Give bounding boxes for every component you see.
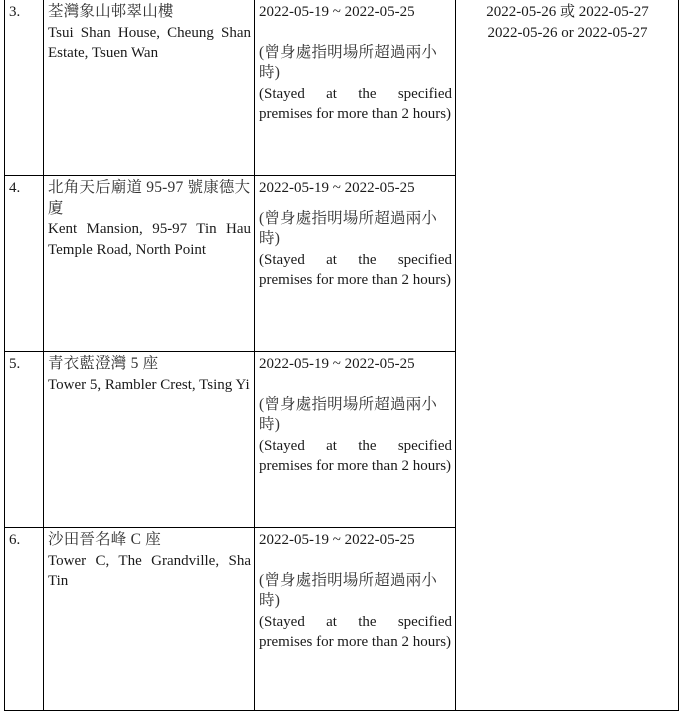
- row-number: 4.: [5, 176, 44, 352]
- premises-cell: [44, 0, 255, 176]
- premises-cell: [44, 176, 255, 352]
- stay-note-zh: (曾身處指明場所超過兩小時): [259, 43, 438, 81]
- premises-name-zh: 荃灣象山邨翠山樓: [48, 3, 174, 20]
- premises-name-zh: 北角天后廟道 95-97 號康德大廈: [48, 179, 251, 217]
- stay-note-zh: (曾身處指明場所超過兩小時): [259, 209, 438, 247]
- stay-note-en: (Stayed at the specified premises for more than 2 hours): [259, 437, 452, 474]
- premises-name-en: Tower 5, Rambler Crest, Tsing Yi: [48, 376, 250, 393]
- premises-name-en: Tsui Shan House, Cheung Shan Estate, Tsuen Wan: [48, 24, 251, 61]
- row-number: 3.: [5, 0, 44, 176]
- date-range: 2022-05-19 ~ 2022-05-25: [259, 4, 415, 20]
- date-range: 2022-05-19 ~ 2022-05-25: [259, 356, 415, 372]
- premises-name-en: Kent Mansion, 95-97 Tin Hau Temple Road, North Point: [48, 221, 251, 258]
- test-dates-zh: 2022-05-26 或 2022-05-27: [486, 4, 649, 20]
- stay-period-cell: [255, 528, 456, 711]
- row-number: 5.: [5, 352, 44, 528]
- stay-note-zh: (曾身處指明場所超過兩小時): [259, 571, 438, 609]
- premises-name-zh: 沙田晉名峰 C 座: [48, 531, 161, 548]
- date-range: 2022-05-19 ~ 2022-05-25: [259, 180, 415, 196]
- compulsory-test-dates-cell: [456, 0, 679, 711]
- table-row: [5, 0, 679, 176]
- date-range: 2022-05-19 ~ 2022-05-25: [259, 532, 415, 548]
- stay-period-cell: [255, 0, 456, 176]
- stay-note-zh: (曾身處指明場所超過兩小時): [259, 395, 438, 433]
- premises-name-en: Tower C, The Grandville, Sha Tin: [48, 552, 251, 589]
- premises-cell: [44, 352, 255, 528]
- stay-period-cell: [255, 352, 456, 528]
- stay-note-en: (Stayed at the specified premises for more than 2 hours): [259, 85, 452, 122]
- specified-premises-table: [4, 0, 679, 711]
- stay-note-en: (Stayed at the specified premises for more than 2 hours): [259, 613, 452, 650]
- row-number: 6.: [5, 528, 44, 711]
- premises-cell: [44, 528, 255, 711]
- test-dates-en: 2022-05-26 or 2022-05-27: [487, 24, 648, 41]
- stay-period-cell: [255, 176, 456, 352]
- premises-name-zh: 青衣藍澄灣 5 座: [48, 355, 159, 372]
- stay-note-en: (Stayed at the specified premises for more than 2 hours): [259, 251, 452, 288]
